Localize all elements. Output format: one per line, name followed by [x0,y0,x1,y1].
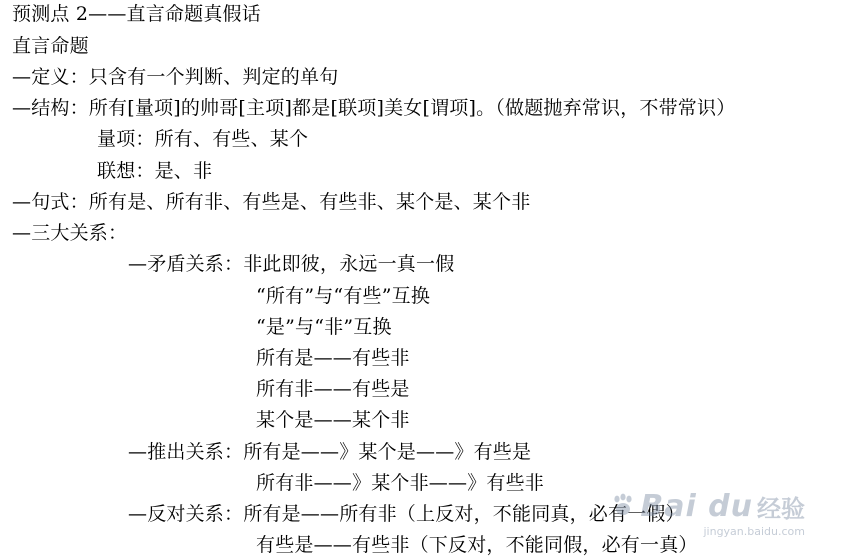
text-line: 所有非——》某个非——》有些非 [256,472,545,494]
text-line: 所有是——有些非 [256,347,410,369]
text-line: —推出关系：所有是——》某个是——》有些是 [128,441,532,463]
text-line: 量项：所有、有些、某个 [97,128,309,150]
text-line: —定义：只含有一个判断、判定的单句 [12,66,339,88]
text-line: “所有”与“有些”互换 [256,285,431,307]
text-line: 所有非——有些是 [256,378,410,400]
watermark-brand: Bai du [640,489,753,524]
text-line: 联想：是、非 [97,160,213,182]
text-line: —结构：所有[量项]的帅哥[主项]都是[联项]美女[谓项]。（做题抛弃常识，不带常识） [12,97,736,119]
text-line: “是”与“非”互换 [256,316,392,338]
baidu-watermark [610,489,805,538]
text-line: 某个是——某个非 [256,409,410,431]
text-line: —反对关系：所有是——所有非（上反对，不能同真，必有一假） [128,503,685,525]
section-heading: 直言命题 [12,35,89,57]
text-line: 有些是——有些非（下反对，不能同假，必有一真） [256,534,698,556]
text-line: —矛盾关系：非此即彼，永远一真一假 [128,253,455,275]
doc-title: 预测点 2——直言命题真假话 [12,3,261,25]
text-line: —句式：所有是、所有非、有些是、有些非、某个是、某个非 [12,191,531,213]
text-line: —三大关系： [12,222,128,244]
watermark-url: jingyan.baidu.com [703,525,805,538]
paw-icon [610,492,636,522]
watermark-sub: 经验 [757,495,805,523]
